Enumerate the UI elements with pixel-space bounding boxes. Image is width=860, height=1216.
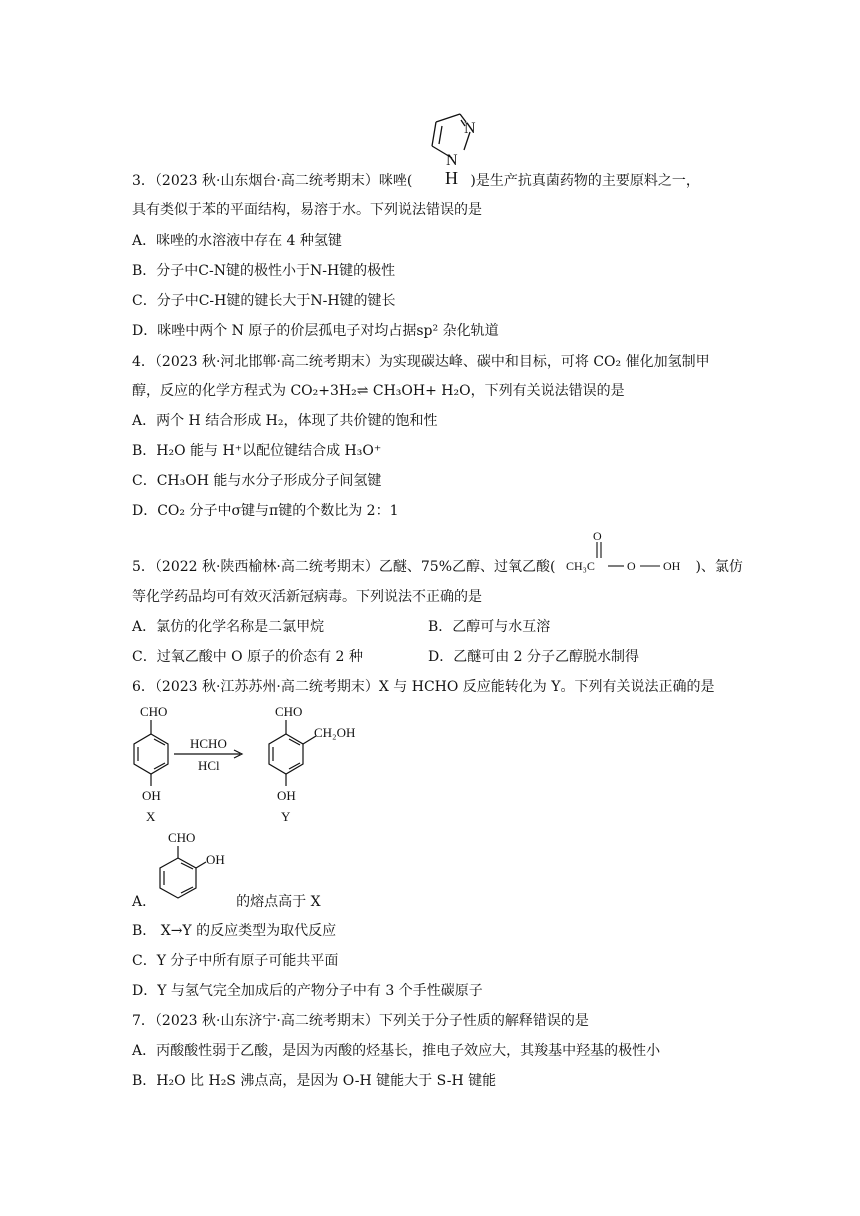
q6-reaction-scheme xyxy=(130,700,390,830)
imidazole-n-bottom: N xyxy=(446,152,458,169)
q5-stem-post: )、氯仿 xyxy=(695,559,743,575)
peracetic-o: O xyxy=(627,559,636,573)
q4-option-a: A．两个 H 结合形成 H₂，体现了共价键的饱和性 xyxy=(132,413,438,429)
q5-stem-line1 xyxy=(132,557,743,577)
q6-option-a-structure xyxy=(150,828,250,900)
q3-option-a: A．咪唑的水溶液中存在 4 种氢键 xyxy=(132,233,342,249)
q7-option-b: B．H₂O 比 H₂S 沸点高，是因为 O-H 键能大于 S-H 键能 xyxy=(132,1073,497,1089)
q6-stem-line1: 6．（2023 秋·江苏苏州·高二统考期末）X 与 HCHO 反应能转化为 Y。下列有关说法正确的是 xyxy=(132,679,715,695)
q4-option-d: D．CO₂ 分子中σ键与π键的个数比为 2：1 xyxy=(132,503,399,519)
q3-stem-post: )是生产抗真菌药物的主要原料之一， xyxy=(470,173,700,189)
q5-option-c: C．过氧乙酸中 O 原子的价态有 2 种 xyxy=(132,649,363,665)
y-ch2oh: CH₂OH xyxy=(314,725,356,740)
q3-option-d: D．咪唑中两个 N 原子的价层孤电子对均占据sp² 杂化轨道 xyxy=(132,323,499,339)
option-a-oh: OH xyxy=(206,852,225,867)
q3-stem-line2: 具有类似于苯的平面结构，易溶于水。下列说法错误的是 xyxy=(132,202,482,218)
option-a-cho: CHO xyxy=(168,830,196,845)
q6-option-a-prefix: A． xyxy=(132,894,157,910)
q4-stem-line1: 4．（2023 秋·河北邯郸·高二统考期末）为实现碳达峰、碳中和目标，可将 CO₂ 催化加氢制甲 xyxy=(132,354,710,370)
q3-stem-line1 xyxy=(132,171,700,191)
reagent-bottom: HCl xyxy=(198,758,220,773)
x-cho: CHO xyxy=(140,704,168,719)
q5-stem-line2: 等化学药品均可有效灭活新冠病毒。下列说法不正确的是 xyxy=(132,589,482,605)
q3-option-b: B．分子中C-N键的极性小于N-H键的极性 xyxy=(132,263,396,279)
y-oh: OH xyxy=(277,788,296,803)
q6-option-b: B． X→Y 的反应类型为取代反应 xyxy=(132,923,337,939)
peracetic-ch3: CH₃C xyxy=(566,559,595,573)
q6-option-a-text: 的熔点高于 X xyxy=(236,894,321,910)
q4-stem-line2: 醇，反应的化学方程式为 CO₂+3H₂⇌ CH₃OH+ H₂O，下列有关说法错误的是 xyxy=(132,383,625,399)
q3-option-c: C．分子中C-H键的键长大于N-H键的键长 xyxy=(132,293,396,309)
q6-option-c: C．Y 分子中所有原子可能共平面 xyxy=(132,953,339,969)
q5-option-a: A．氯仿的化学名称是二氯甲烷 xyxy=(132,619,325,635)
q3-stem-pre: 3．（2023 秋·山东烟台·高二统考期末）咪唑( xyxy=(132,173,413,189)
peracetic-o-top: O xyxy=(593,529,602,543)
q5-option-b: B．乙醇可与水互溶 xyxy=(428,619,551,635)
q5-option-d: D．乙醚可由 2 分子乙醇脱水制得 xyxy=(428,649,640,665)
q4-option-b: B．H₂O 能与 H⁺以配位键结合成 H₃O⁺ xyxy=(132,443,382,459)
q6-option-d: D．Y 与氢气完全加成后的产物分子中有 3 个手性碳原子 xyxy=(132,983,483,999)
q4-option-c: C．CH₃OH 能与水分子形成分子间氢键 xyxy=(132,473,382,489)
y-label: Y xyxy=(281,809,291,824)
y-cho: CHO xyxy=(275,704,303,719)
q6-option-a xyxy=(132,892,321,912)
x-label: X xyxy=(146,809,156,824)
x-oh: OH xyxy=(142,788,161,803)
q7-stem-line1: 7．（2023 秋·山东济宁·高二统考期末）下列关于分子性质的解释错误的是 xyxy=(132,1013,589,1029)
peracetic-oh: OH xyxy=(663,559,681,573)
reagent-top: HCHO xyxy=(190,736,227,751)
q5-stem-pre: 5．（2022 秋·陕西榆林·高二统考期末）乙醚、75%乙醇、过氧乙酸( xyxy=(132,559,556,575)
imidazole-n-top: N xyxy=(464,120,476,137)
imidazole-h: H xyxy=(445,168,458,186)
q7-option-a: A．丙酸酸性弱于乙酸，是因为丙酸的烃基长，推电子效应大，其羧基中羟基的极性小 xyxy=(132,1043,661,1059)
